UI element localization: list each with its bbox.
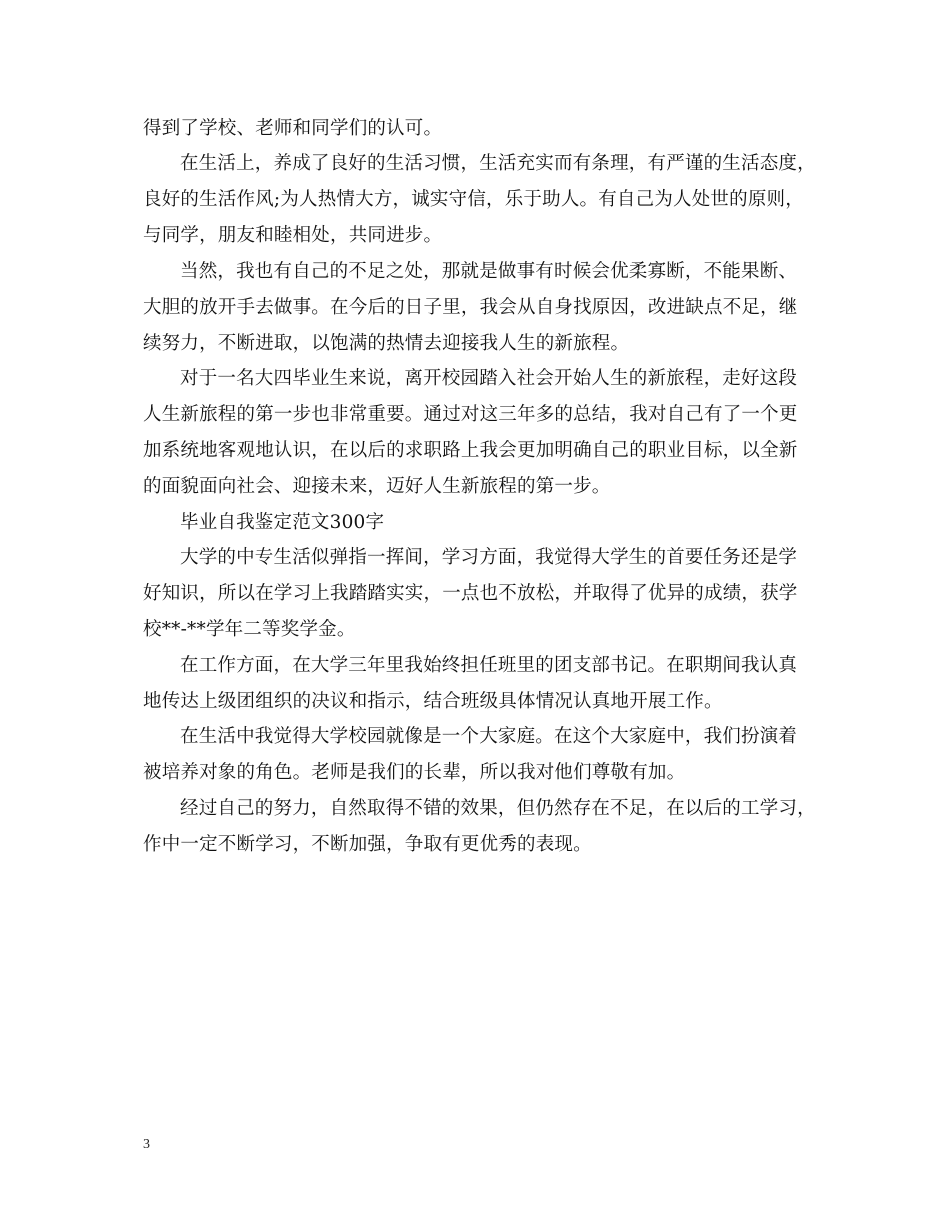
text-line: 加系统地客观地认识，在以后的求职路上我会更加明确自己的职业目标，以全新 bbox=[143, 440, 798, 461]
text-line: 好知识，所以在学习上我踏踏实实，一点也不放松，并取得了优异的成绩，获学 bbox=[143, 583, 798, 604]
text-line: 大胆的放开手去做事。在今后的日子里，我会从自身找原因，改进缺点不足，继 bbox=[143, 297, 798, 318]
text-line: 与同学，朋友和睦相处，共同进步。 bbox=[143, 225, 443, 246]
text-line: 校**-**学年二等奖学金。 bbox=[143, 619, 356, 640]
text-line: 续努力，不断进取，以饱满的热情去迎接我人生的新旅程。 bbox=[143, 333, 630, 354]
text-line: 良好的生活作风;为人热情大方，诚实守信，乐于助人。有自己为人处世的原则， bbox=[143, 189, 804, 210]
text-line: 在工作方面，在大学三年里我始终担任班里的团支部书记。在职期间我认真 bbox=[180, 655, 798, 676]
text-line: 人生新旅程的第一步也非常重要。通过对这三年多的总结，我对自己有了一个更 bbox=[143, 404, 798, 425]
text-line: 在生活中我觉得大学校园就像是一个大家庭。在这个大家庭中，我们扮演着 bbox=[180, 726, 798, 747]
page-number: 3 bbox=[143, 1137, 150, 1152]
text-line: 在生活上，养成了良好的生活习惯，生活充实而有条理，有严谨的生活态度， bbox=[180, 153, 816, 174]
text-line: 经过自己的努力，自然取得不错的效果，但仍然存在不足，在以后的工学习， bbox=[180, 798, 816, 819]
text-line: 地传达上级团组织的决议和指示，结合班级具体情况认真地开展工作。 bbox=[143, 691, 723, 712]
text-line: 对于一名大四毕业生来说，离开校园踏入社会开始人生的新旅程，走好这段 bbox=[180, 368, 798, 389]
text-line: 当然，我也有自己的不足之处，那就是做事有时候会优柔寡断，不能果断、 bbox=[180, 261, 798, 282]
text-line: 作中一定不断学习，不断加强，争取有更优秀的表现。 bbox=[143, 834, 592, 855]
text-line: 大学的中专生活似弹指一挥间，学习方面，我觉得大学生的首要任务还是学 bbox=[180, 547, 798, 568]
section-heading: 毕业自我鉴定范文300字 bbox=[180, 512, 385, 533]
text-line: 被培养对象的角色。老师是我们的长辈，所以我对他们尊敬有加。 bbox=[143, 762, 686, 783]
text-line: 的面貌面向社会、迎接未来，迈好人生新旅程的第一步。 bbox=[143, 476, 611, 497]
text-line: 得到了学校、老师和同学们的认可。 bbox=[143, 118, 443, 139]
